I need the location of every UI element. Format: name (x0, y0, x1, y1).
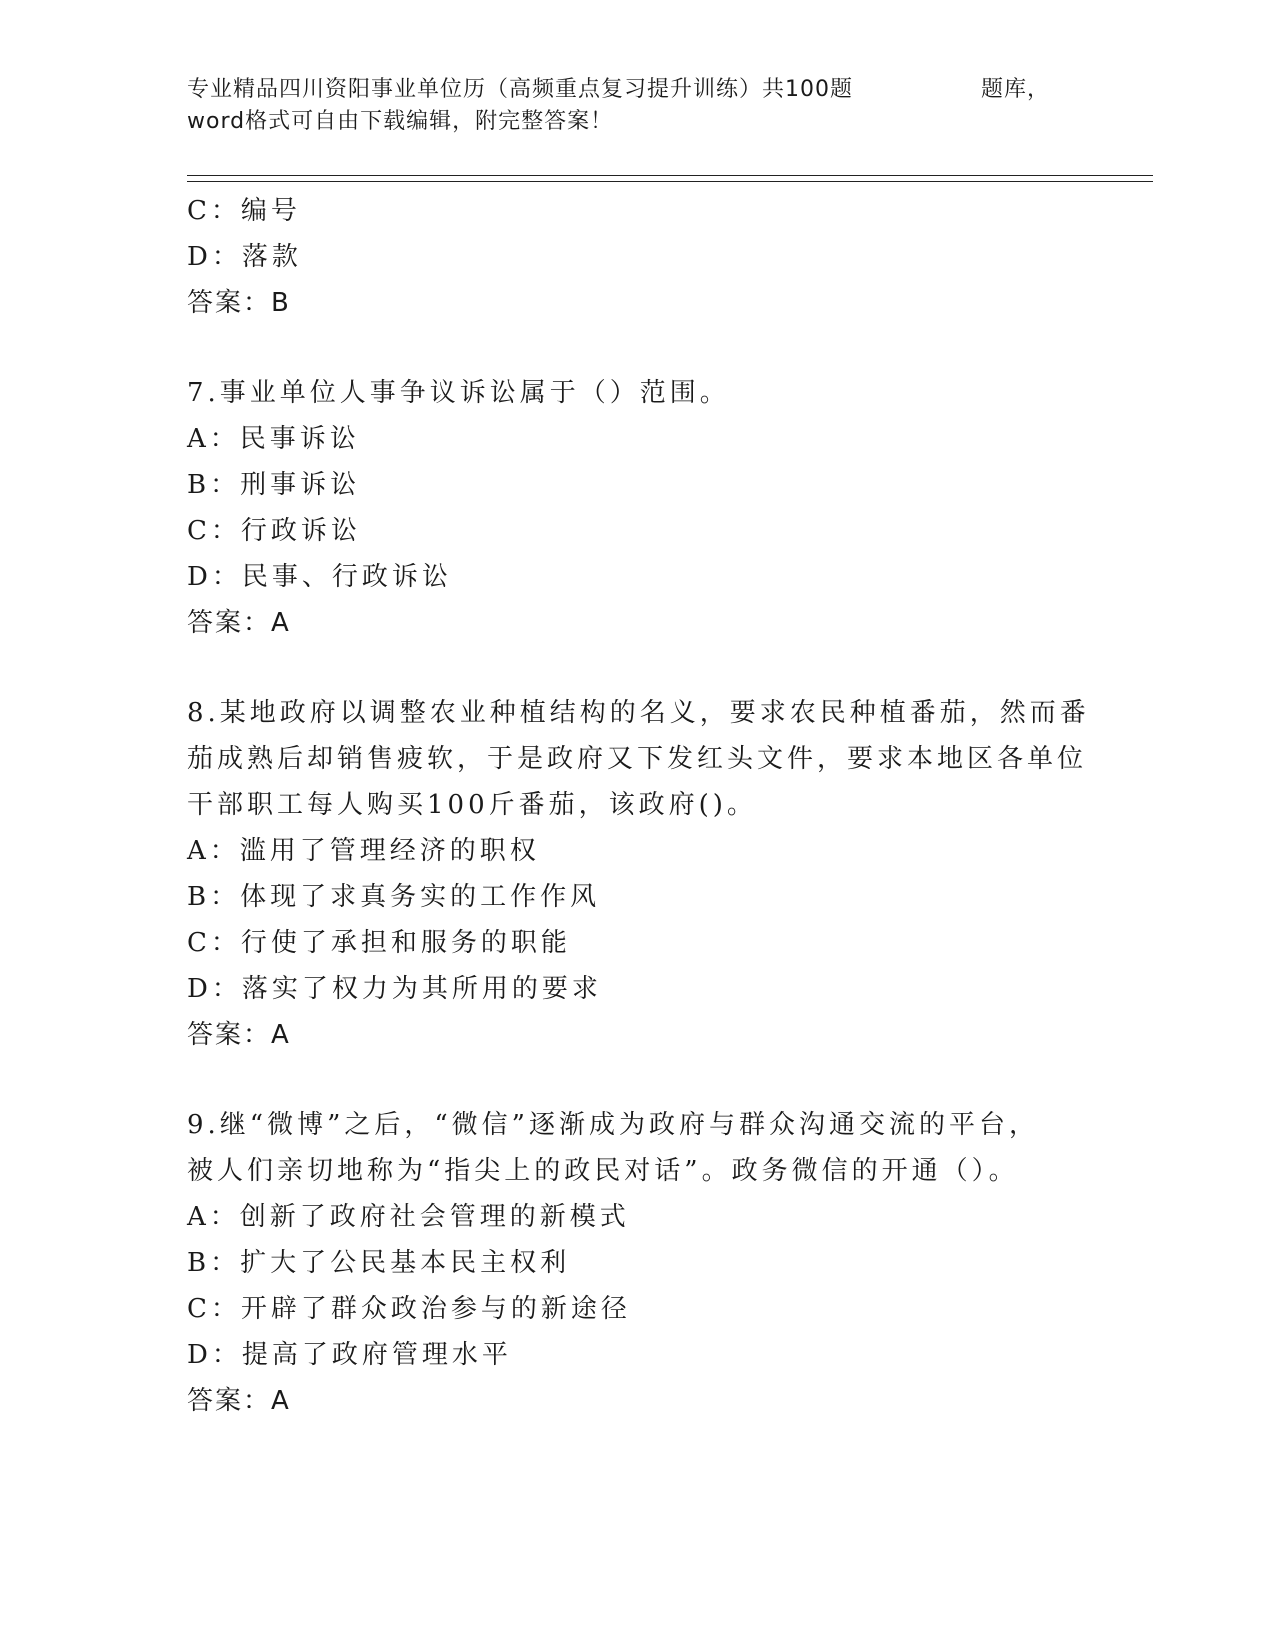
answer: 答案：A (187, 1386, 291, 1416)
question-stem-line-1: 8.某地政府以调整农业种植结构的名义，要求农民种植番茄，然而番 (187, 698, 1090, 728)
question-block-6 (187, 188, 1087, 326)
question-stem: 7.事业单位人事争议诉讼属于（）范围。 (187, 378, 730, 408)
page-header (187, 74, 1087, 138)
question-block-7 (187, 370, 1087, 646)
header-title: 专业精品四川资阳事业单位历（高频重点复习提升训练）共100题 (187, 77, 853, 102)
question-stem-line-3: 干部职工每人购买100斤番茄，该政府()。 (187, 790, 757, 820)
option-a: A：创新了政府社会管理的新模式 (187, 1202, 630, 1232)
question-list (187, 188, 1090, 1424)
question-block-8 (187, 690, 1090, 1058)
header-divider-top (187, 175, 1153, 176)
answer: 答案：B (187, 288, 291, 318)
option-c: C：行政诉讼 (187, 516, 361, 546)
question-stem-line-2: 被人们亲切地称为“指尖上的政民对话”。政务微信的开通（）。 (187, 1156, 1019, 1186)
header-subtitle: word格式可自由下载编辑，附完整答案！ (187, 109, 614, 134)
option-d: D：提高了政府管理水平 (187, 1340, 512, 1370)
question-block-9 (187, 1102, 1087, 1424)
option-b: B：扩大了公民基本民主权利 (187, 1248, 571, 1278)
answer: 答案：A (187, 1020, 291, 1050)
question-stem-line-1: 9.继“微博”之后，“微信”逐渐成为政府与群众沟通交流的平台， (187, 1110, 1039, 1140)
option-d: D：落款 (187, 242, 302, 272)
option-d: D：民事、行政诉讼 (187, 562, 452, 592)
option-c: C：行使了承担和服务的职能 (187, 928, 571, 958)
header-line-1 (187, 74, 1087, 106)
option-b: B：刑事诉讼 (187, 470, 361, 500)
answer: 答案：A (187, 608, 291, 638)
option-b: B：体现了求真务实的工作作风 (187, 882, 601, 912)
option-d: D：落实了权力为其所用的要求 (187, 974, 602, 1004)
option-c: C：编号 (187, 196, 301, 226)
option-a: A：民事诉讼 (187, 424, 360, 454)
option-c: C：开辟了群众政治参与的新途径 (187, 1294, 631, 1324)
header-title-tail: 题库， (981, 77, 1051, 102)
spacer (187, 326, 1087, 370)
spacer (187, 1058, 1087, 1102)
option-a: A：滥用了管理经济的职权 (187, 836, 540, 866)
spacer (187, 646, 1087, 690)
header-divider-bottom (187, 181, 1153, 182)
question-stem-line-2: 茄成熟后却销售疲软，于是政府又下发红头文件，要求本地区各单位 (187, 744, 1088, 774)
